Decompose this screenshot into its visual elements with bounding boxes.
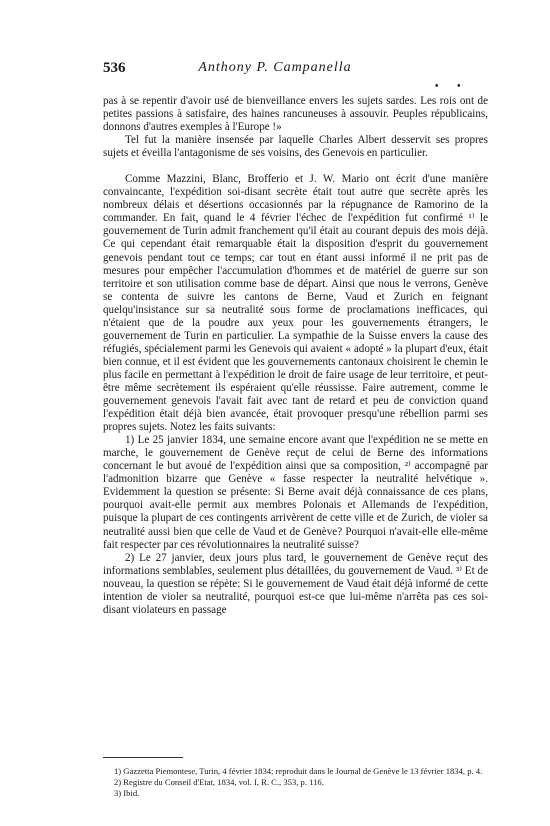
page-number: 536	[103, 60, 126, 76]
paragraph: 1) Le 25 janvier 1834, une semaine encore avant que l'expédition ne se mette en marche, le gouvernement de Genève reçut de celui de Berne des informations concernant le but avoué de l'expédition ainsi que sa composition, ²⁾ accompagné par l'admonition bizarre que Genève « fasse respecter la neutralité helvétique ». Evidemment la question se présente: Si Berne avait déjà connaissance de ces plans, pourquoi avait-elle permit aux membres Polonais et Allemands de l'expédition, puisque la plupart de ces contingents arrivèrent de cette ville et de Zurich, de violer sa neutralité aussi bien que celle de Vaud et de Genève? Pourquoi n'avait-elle elle-même fait respecter par ces révolutionnaires la neutralité suisse?	[103, 434, 488, 551]
footnote: 2) Registre du Conseil d'Etat, 1834, vol. I, R. C., 353, p. 116.	[114, 776, 324, 787]
paragraph: Tel fut la manière insensée par laquelle Charles Albert desservit ses propres sujets et éveilla l'antagonisme de ses voisins, des Genevois en particulier.	[103, 134, 488, 160]
running-head: Anthony P. Campanella	[198, 60, 352, 75]
footnote-rule	[103, 757, 183, 758]
footnote: 1) Gazzetta Piemontese, Turin, 4 février 1834; reproduit dans le Journal de Genève le 13 février 1834, p. 4.	[114, 766, 483, 776]
body-text	[103, 95, 488, 617]
paragraph: Comme Mazzini, Blanc, Brofferio et J. W. Mario ont écrit d'une manière convaincante, l'expédition soi-disant secrète était tout autre que secrète après les nombreux délais et désertions occasionnés par la répugnance de Ramorino de la commander. En fait, quand le 4 février l'échec de l'expédition fut confirmé ¹⁾ le gouvernement de Turin admit franchement qu'il était au courant depuis des mois déjà. Ce qui cependant était remarquable était la disposition d'esprit du gouvernement genevois pendant tout ce temps; car tout en étant aussi informé il ne prit pas de mesures pour empêcher l'accumulation d'hommes et de matériel de guerre sur son territoire et son utilisation comme base de départ. Ainsi que nous le verrons, Genève se contenta de suivre les cantons de Berne, Vaud et Zurich en feignant quelqu'insistance sur sa neutralité sous forme de proclamations inefficaces, qui n'étaient que de la poudre aux yeux pour les gouvernements étrangers, le gouvernement de Turin en particulier. La sympathie de la Suisse envers la cause des réfugiés, spécialement parmi les Genevois qui avaient « adopté » la plupart d'eux, était bien connue, et il est évident que les gouvernements cantonaux choisirent le chemin le plus facile en permettant à l'expédition le droit de faire usage de leur territoire, et peut-être même secrètement ils espéraient qu'elle réussisse. Faire autrement, comme le gouvernement genevois l'avait fait avec tant de retard et peu de conviction quand l'expédition était déjà bien avancée, était provoquer presqu'une rébellion parmi ses propres sujets. Notez les faits suivants:	[103, 173, 488, 434]
footnotes	[103, 766, 488, 798]
footnote: 3) Ibid.	[114, 787, 140, 798]
paragraph: pas à se repentir d'avoir usé de bienveillance envers les sujets sardes. Les rois ont de petites passions à satisfaire, des haines rancuneuses à assouvir. Peuples républicains, donnons d'autres exemples à l'Europe !»	[103, 95, 488, 134]
paragraph: 2) Le 27 janvier, deux jours plus tard, le gouvernement de Genève reçut des informations semblables, seulement plus détaillées, du gouvernement de Vaud. ³⁾ Et de nouveau, la question se répète: Si le gouvernement de Vaud était déjà informé de cette intention de violer sa neutralité, pourquoi est-ce que lui-même n'arrêta pas ces soi-disant violateurs en passage	[103, 551, 488, 616]
corner-mark: • •	[435, 81, 469, 92]
